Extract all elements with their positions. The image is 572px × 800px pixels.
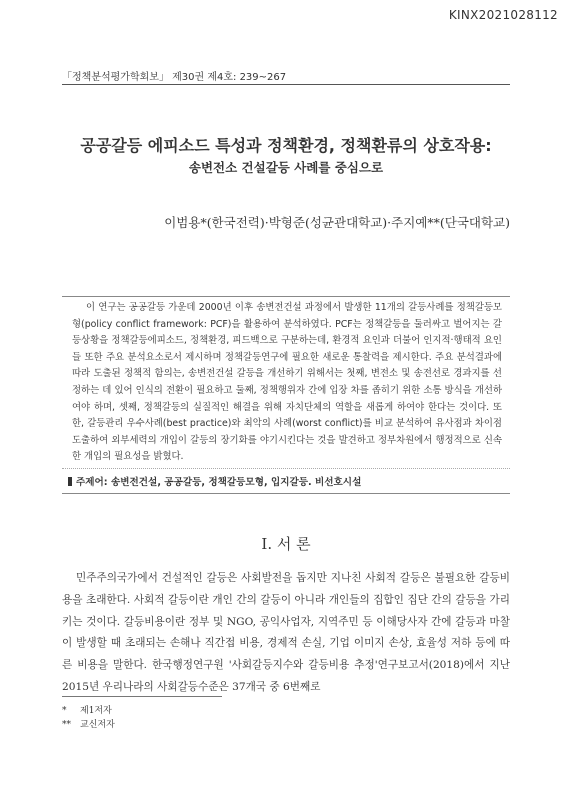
header-rule xyxy=(62,84,510,85)
paper-subtitle: 송변전소 건설갈등 사례를 중심으로 xyxy=(188,160,384,175)
abstract-top-rule xyxy=(62,296,510,297)
document-id: KINX2021028112 xyxy=(448,8,558,22)
keywords-text: 주제어: 송변전건설, 공공갈등, 정책갈등모형, 입지갈등. 비선호시설 xyxy=(76,477,362,488)
footnote-rule xyxy=(62,696,222,697)
journal-citation: 「정책분석평가학회보」 제30권 제4호: 239~267 xyxy=(62,72,287,83)
footnote-mark: ** xyxy=(62,720,71,730)
footnote-mark: * xyxy=(62,706,67,716)
abstract xyxy=(72,300,502,466)
section-title: Ⅰ. 서 론 xyxy=(261,535,311,553)
keywords-divider xyxy=(62,468,510,469)
footnote-text: 교신저자 xyxy=(80,720,115,730)
footnote-text: 제1저자 xyxy=(80,706,112,716)
body-paragraph: 민주주의국가에서 건설적인 갈등은 사회발전을 돕지만 지나친 사회적 갈등은 불필요한 갈등비용을 초래한다. 사회적 갈등이란 개인 간의 갈등이 아니라 개인들의 집합인 집단 간의 갈등을 가리키는 것이다. 갈등비용이란 정부 및 NGO, 공익사업자, 지역주민 등 이해당사자 간에 갈등과 마찰이 발생할 때 초래되는 손해나 직간접 비용, 경제적 손실, 기업 이미지 손상, 효율성 저하 등에 따른 비용을 말한다. 한국행정연구원 '사회갈등지수와 갈등비용 추정'연구보고서(2018)에서 지난 2015년 우리나라의 사회갈등수준은 37개국 중 6번째로 xyxy=(62,572,510,693)
body-text xyxy=(62,568,510,699)
keywords xyxy=(68,474,361,488)
footnote xyxy=(62,717,115,730)
keywords-marker-icon xyxy=(68,477,72,486)
keywords-bottom-rule xyxy=(62,493,510,494)
abstract-text: 이 연구는 공공갈등 가운데 2000년 이후 송변전건설 과정에서 발생한 11개의 갈등사례를 정책갈등모형(policy conflict framework: PCF)을 활용하여 분석하였다. PCF는 정책갈등을 둘러싸고 벌어지는 갈등상황을 정책갈등에피소드, 정책환경, 피드백으로 구분하는데, 환경적 요인과 더불어 인지적·행태적 요인들 또한 주요 분석요소로서 제시하며 정책갈등연구에 필요한 새로운 통찰력을 제시한다. 주요 분석결과에 따라 도출된 정책적 함의는, 송변전건설 갈등을 개선하기 위해서는 첫째, 변전소 및 송전선로 경과지를 선정하는 데 있어 인식의 전환이 필요하고 둘째, 정책행위자 간에 입장 차를 좁히기 위한 소통 방식을 개선하여야 하며, 셋째, 정책갈등의 실질적인 해결을 위해 자치단체의 역할을 새롭게 하여야 한다는 것이다. 또한, 갈등관리 우수사례(best practice)와 최악의 사례(worst conflict)를 비교 분석하여 유사점과 차이점 도출하여 외부세력의 개입이 갈등의 장기화를 야기시킨다는 것을 발견하고 정부차원에서 행정적으로 신속한 개입의 필요성을 밝혔다. xyxy=(72,302,502,463)
footnote xyxy=(62,703,112,716)
author-line: 이범용*(한국전력)·박형준(성균관대학교)·주지예**(단국대학교) xyxy=(164,215,510,230)
paper-title: 공공갈등 에피소드 특성과 정책환경, 정책환류의 상호작용: xyxy=(80,136,492,155)
